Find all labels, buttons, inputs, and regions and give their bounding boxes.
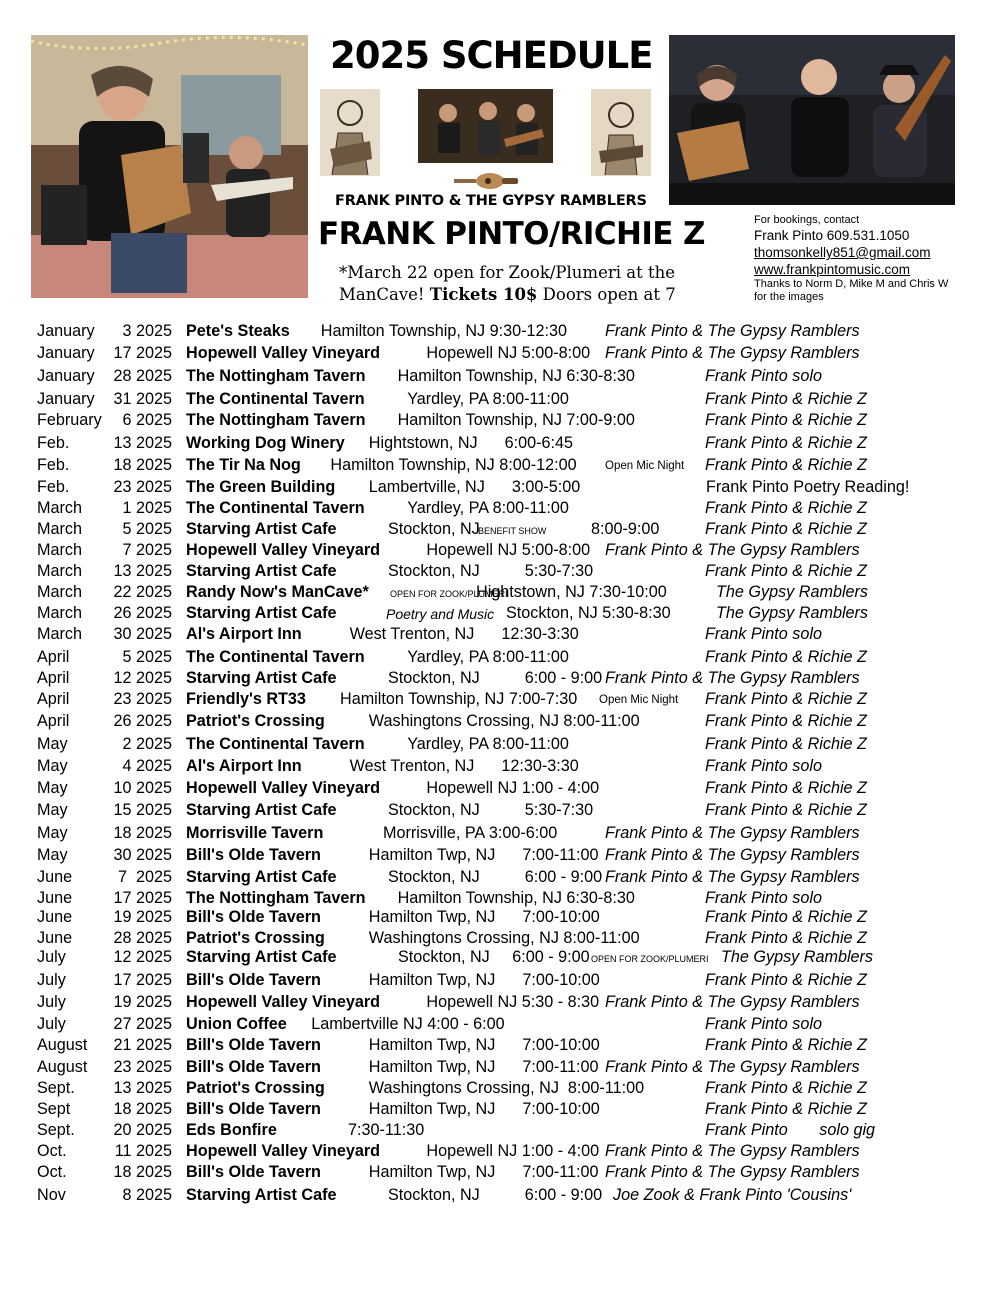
schedule-row: [0, 1142, 997, 1162]
event-location: Washingtons Crossing, NJ 8:00-11:00: [368, 1079, 645, 1097]
event-venue: The Continental Tavern: [186, 648, 365, 666]
event-venue: Starving Artist Cafe: [186, 669, 337, 687]
schedule-row: [0, 322, 997, 342]
event-month: May: [37, 801, 68, 819]
event-day: 23 2025: [113, 478, 172, 496]
event-act: Frank Pinto & Richie Z: [705, 1079, 867, 1097]
page-title: 2025 SCHEDULE: [330, 34, 653, 77]
event-venue: The Nottingham Tavern: [186, 411, 366, 429]
event-location: Hamilton Twp, NJ 7:00-10:00: [368, 908, 600, 926]
event-month: January: [37, 367, 95, 385]
event-day: 23 2025: [113, 690, 172, 708]
event-location: Stockton, NJ 6:00 - 9:00: [398, 948, 590, 966]
event-day: 18 2025: [113, 456, 172, 474]
event-location: Yardley, PA 8:00-11:00: [407, 390, 569, 408]
event-act: Frank Pinto & Richie Z: [705, 456, 867, 474]
event-venue: Bill's Olde Tavern: [186, 1036, 321, 1054]
event-venue: The Nottingham Tavern: [186, 367, 366, 385]
schedule-row: [0, 499, 997, 519]
event-note: OPEN FOR ZOOK/PLUMERI: [591, 954, 709, 964]
event-location: Hightstown, NJ 7:30-10:00: [476, 583, 667, 601]
event-location: Yardley, PA 8:00-11:00: [407, 648, 569, 666]
schedule-row: [0, 712, 997, 732]
contact-thanks: Thanks to Norm D, Mike M and Chris W for the images: [754, 278, 949, 303]
event-venue: Randy Now's ManCave*: [186, 583, 369, 601]
event-month: June: [37, 889, 73, 907]
event-day: 28 2025: [113, 367, 172, 385]
event-location: Hopewell NJ 5:00-8:00: [426, 344, 591, 362]
schedule-row: [0, 669, 997, 689]
event-venue: Hopewell Valley Vineyard: [186, 541, 381, 559]
event-venue: Hopewell Valley Vineyard: [186, 779, 381, 797]
event-venue: Al's Airport Inn: [186, 757, 302, 775]
event-act: Frank Pinto & The Gypsy Ramblers: [605, 993, 860, 1011]
schedule-row: [0, 1036, 997, 1056]
event-act: Frank Pinto & Richie Z: [705, 690, 867, 708]
event-venue: Bill's Olde Tavern: [186, 971, 321, 989]
event-month: August: [37, 1036, 88, 1054]
event-act: Frank Pinto Poetry Reading!: [706, 478, 910, 496]
event-month: May: [37, 735, 68, 753]
event-act: Frank Pinto & Richie Z: [705, 801, 867, 819]
event-day: 26 2025: [113, 712, 172, 730]
event-day: 30 2025: [113, 625, 172, 643]
event-day: 19 2025: [113, 993, 172, 1011]
event-month: July: [37, 948, 66, 966]
event-location: Stockton, NJ 6:00 - 9:00: [388, 669, 603, 687]
event-month: Feb.: [37, 478, 70, 496]
event-location: Stockton, NJ 5:30-8:30: [506, 604, 671, 622]
schedule-row: [0, 690, 997, 710]
event-act: Frank Pinto solo: [705, 367, 822, 385]
event-day: 17 2025: [113, 889, 172, 907]
schedule-row: [0, 1079, 997, 1099]
event-time: 8:00-9:00: [591, 520, 660, 538]
event-day: 6 2025: [122, 411, 172, 429]
event-location: Hopewell NJ 5:30 - 8:30: [426, 993, 600, 1011]
event-day: 1 2025: [122, 499, 172, 517]
event-day: 26 2025: [113, 604, 172, 622]
event-venue: Starving Artist Cafe: [186, 868, 337, 886]
event-act: Frank Pinto & Richie Z: [705, 908, 867, 926]
event-location: Hamilton Township, NJ 9:30-12:30: [320, 322, 568, 340]
event-day: 28 2025: [113, 929, 172, 947]
event-venue: Patriot's Crossing: [186, 929, 325, 947]
event-act: Frank Pinto & Richie Z: [705, 520, 867, 538]
event-act: Frank Pinto & The Gypsy Ramblers: [605, 824, 860, 842]
schedule-row: [0, 868, 997, 888]
event-venue: Working Dog Winery: [186, 434, 345, 452]
event-act: Frank Pinto solo gig: [705, 1121, 876, 1139]
event-day: 8 2025: [122, 1186, 172, 1204]
event-location: Lambertville NJ 4:00 - 6:00: [311, 1015, 505, 1033]
event-day: 5 2025: [122, 520, 172, 538]
schedule-row: [0, 889, 997, 909]
event-venue: The Continental Tavern: [186, 390, 365, 408]
event-location: Hightstown, NJ 6:00-6:45: [368, 434, 574, 452]
event-act: Frank Pinto & The Gypsy Ramblers: [605, 1058, 860, 1076]
event-month: July: [37, 1015, 66, 1033]
event-day: 17 2025: [113, 344, 172, 362]
event-act: Frank Pinto & Richie Z: [705, 929, 867, 947]
event-day: 13 2025: [113, 1079, 172, 1097]
schedule-row: [0, 1100, 997, 1120]
event-act: Joe Zook & Frank Pinto 'Cousins': [613, 1186, 852, 1204]
event-location: Hamilton Twp, NJ 7:00-11:00: [368, 1163, 599, 1181]
event-venue: Starving Artist Cafe: [186, 948, 337, 966]
event-note: Poetry and Music: [386, 606, 495, 622]
schedule-row: [0, 993, 997, 1013]
event-act: Frank Pinto & Richie Z: [705, 411, 867, 429]
schedule-row: [0, 1121, 997, 1141]
event-act: Frank Pinto & The Gypsy Ramblers: [605, 322, 860, 340]
event-location: West Trenton, NJ 12:30-3:30: [349, 757, 579, 775]
event-month: May: [37, 757, 68, 775]
schedule-row: [0, 456, 997, 476]
event-location: Washingtons Crossing, NJ 8:00-11:00: [368, 712, 640, 730]
event-venue: Bill's Olde Tavern: [186, 1163, 321, 1181]
event-act: Frank Pinto & Richie Z: [705, 1100, 867, 1118]
event-venue: Patriot's Crossing: [186, 712, 325, 730]
event-location: Washingtons Crossing, NJ 8:00-11:00: [368, 929, 640, 947]
event-act: Frank Pinto & Richie Z: [705, 779, 867, 797]
schedule-row: [0, 779, 997, 799]
event-location: Hamilton Twp, NJ 7:00-10:00: [368, 971, 600, 989]
event-month: January: [37, 344, 95, 362]
event-month: March: [37, 562, 82, 580]
event-location: Yardley, PA 8:00-11:00: [407, 735, 569, 753]
event-day: 22 2025: [113, 583, 172, 601]
schedule-row: [0, 824, 997, 844]
event-location: Hopewell NJ 1:00 - 4:00: [426, 779, 600, 797]
event-act: Frank Pinto & The Gypsy Ramblers: [605, 669, 860, 687]
event-act: Frank Pinto & The Gypsy Ramblers: [605, 344, 860, 362]
schedule-row: [0, 1015, 997, 1035]
event-venue: The Tir Na Nog: [186, 456, 301, 474]
event-location: Stockton, NJ 5:30-7:30: [388, 801, 594, 819]
event-month: Oct.: [37, 1142, 67, 1160]
event-month: May: [37, 824, 68, 842]
event-day: 4 2025: [122, 757, 172, 775]
event-day: 10 2025: [113, 779, 172, 797]
event-act: Frank Pinto solo: [705, 889, 822, 907]
event-venue: Bill's Olde Tavern: [186, 846, 321, 864]
schedule-row: [0, 757, 997, 777]
event-venue: Patriot's Crossing: [186, 1079, 325, 1097]
schedule-row: [0, 846, 997, 866]
schedule-row: [0, 344, 997, 364]
event-month: March: [37, 520, 82, 538]
contact-label: For bookings, contact: [754, 214, 860, 226]
schedule-row: [0, 434, 997, 454]
event-venue: Friendly's RT33: [186, 690, 306, 708]
schedule-row: [0, 367, 997, 387]
event-day: 21 2025: [113, 1036, 172, 1054]
event-location: Yardley, PA 8:00-11:00: [407, 499, 569, 517]
event-act: Frank Pinto & The Gypsy Ramblers: [605, 1142, 860, 1160]
event-venue: Starving Artist Cafe: [186, 520, 337, 538]
event-location: Hopewell NJ 1:00 - 4:00: [426, 1142, 600, 1160]
event-day: 13 2025: [113, 434, 172, 452]
event-location: Hamilton Township, NJ 7:00-7:30: [340, 690, 578, 708]
event-location: Hamilton Twp, NJ 7:00-10:00: [368, 1036, 600, 1054]
contact-website-link[interactable]: www.frankpintomusic.com: [754, 262, 911, 277]
event-venue: Starving Artist Cafe: [186, 604, 337, 622]
schedule-row: [0, 1163, 997, 1183]
event-day: 12 2025: [113, 669, 172, 687]
event-act: The Gypsy Ramblers: [721, 948, 874, 966]
schedule-row: [0, 801, 997, 821]
schedule-row: [0, 929, 997, 949]
event-venue: Hopewell Valley Vineyard: [186, 344, 381, 362]
event-act: Frank Pinto & Richie Z: [705, 390, 867, 408]
note-text: *March 22 open for Zook/Plumeri at the ManCave!: [339, 263, 675, 304]
event-month: April: [37, 648, 70, 666]
contact-email-link[interactable]: thomsonkelly851@gmail.com: [754, 245, 931, 260]
event-day: 31 2025: [113, 390, 172, 408]
event-act: Frank Pinto & Richie Z: [705, 499, 867, 517]
schedule-row: [0, 390, 997, 410]
event-venue: Bill's Olde Tavern: [186, 908, 321, 926]
event-month: August: [37, 1058, 88, 1076]
event-month: March: [37, 625, 82, 643]
note-doors: Doors open at 7: [542, 285, 676, 304]
event-location: 7:30-11:30: [348, 1121, 425, 1139]
event-location: Stockton, NJ: [388, 520, 480, 538]
event-month: Feb.: [37, 456, 70, 474]
event-month: March: [37, 541, 82, 559]
event-month: May: [37, 779, 68, 797]
event-month: January: [37, 322, 95, 340]
schedule-row: [0, 648, 997, 668]
schedule-row: [0, 541, 997, 561]
event-month: March: [37, 583, 82, 601]
event-month: Sept: [37, 1100, 71, 1118]
event-month: January: [37, 390, 95, 408]
event-month: Nov: [37, 1186, 66, 1204]
event-location: West Trenton, NJ 12:30-3:30: [349, 625, 579, 643]
event-month: March: [37, 499, 82, 517]
event-act: Frank Pinto solo: [705, 1015, 822, 1033]
event-location: Lambertville, NJ 3:00-5:00: [368, 478, 581, 496]
note-tickets: Tickets 10$: [429, 285, 538, 304]
schedule-row: [0, 971, 997, 991]
band-name: FRANK PINTO & THE GYPSY RAMBLERS: [335, 193, 647, 209]
event-month: July: [37, 993, 66, 1011]
event-venue: Union Coffee: [186, 1015, 287, 1033]
event-venue: The Continental Tavern: [186, 735, 365, 753]
schedule-row: [0, 735, 997, 755]
event-location: Hamilton Township, NJ 7:00-9:00: [397, 411, 635, 429]
event-location: Hamilton Twp, NJ 7:00-11:00: [368, 846, 599, 864]
event-month: April: [37, 712, 70, 730]
schedule-row: [0, 948, 997, 968]
event-month: Sept.: [37, 1079, 75, 1097]
event-month: June: [37, 868, 73, 886]
event-location: Stockton, NJ 5:30-7:30: [388, 562, 594, 580]
event-venue: The Green Building: [186, 478, 336, 496]
event-venue: The Continental Tavern: [186, 499, 365, 517]
event-day: 18 2025: [113, 824, 172, 842]
event-day: 2 2025: [122, 735, 172, 753]
event-day: 20 2025: [113, 1121, 172, 1139]
event-month: Sept.: [37, 1121, 75, 1139]
event-month: March: [37, 604, 82, 622]
event-venue: Bill's Olde Tavern: [186, 1100, 321, 1118]
event-act: Frank Pinto & The Gypsy Ramblers: [605, 1163, 860, 1181]
event-month: July: [37, 971, 66, 989]
event-day: 27 2025: [113, 1015, 172, 1033]
event-month: May: [37, 846, 68, 864]
event-location: Stockton, NJ 6:00 - 9:00: [388, 868, 603, 886]
event-location: Hamilton Township, NJ 8:00-12:00: [330, 456, 577, 474]
event-location: Hamilton Township, NJ 6:30-8:30: [397, 367, 635, 385]
event-act: Frank Pinto & The Gypsy Ramblers: [605, 846, 860, 864]
event-note: OPEN FOR ZOOK/PLUMERI: [390, 589, 508, 599]
event-act: Frank Pinto & Richie Z: [705, 434, 867, 452]
event-venue: Bill's Olde Tavern: [186, 1058, 321, 1076]
event-day: 5 2025: [122, 648, 172, 666]
event-act: Frank Pinto & The Gypsy Ramblers: [605, 868, 860, 886]
event-location: Morrisville, PA 3:00-6:00: [383, 824, 558, 842]
event-act: Frank Pinto solo: [705, 757, 822, 775]
event-act: Frank Pinto & Richie Z: [705, 735, 867, 753]
event-location: Hamilton Township, NJ 6:30-8:30: [397, 889, 635, 907]
event-act: The Gypsy Ramblers: [716, 583, 869, 601]
event-act: The Gypsy Ramblers: [716, 604, 869, 622]
schedule-row: [0, 583, 997, 603]
event-location: Hamilton Twp, NJ 7:00-11:00: [368, 1058, 599, 1076]
event-month: April: [37, 669, 70, 687]
event-venue: Pete's Steaks: [186, 322, 290, 340]
event-venue: Hopewell Valley Vineyard: [186, 1142, 381, 1160]
event-venue: The Nottingham Tavern: [186, 889, 366, 907]
event-location: Stockton, NJ 6:00 - 9:00: [388, 1186, 603, 1204]
event-act: Frank Pinto & Richie Z: [705, 1036, 867, 1054]
event-month: April: [37, 690, 70, 708]
event-month: June: [37, 908, 73, 926]
event-venue: Eds Bonfire: [186, 1121, 277, 1139]
event-venue: Hopewell Valley Vineyard: [186, 993, 381, 1011]
event-note: BENEFIT SHOW: [478, 526, 547, 536]
event-location: Hopewell NJ 5:00-8:00: [426, 541, 591, 559]
schedule-row: [0, 1186, 997, 1206]
event-day: 23 2025: [113, 1058, 172, 1076]
schedule-row: [0, 478, 997, 498]
event-month: Feb.: [37, 434, 70, 452]
event-act: Frank Pinto & Richie Z: [705, 562, 867, 580]
event-day: 18 2025: [113, 1163, 172, 1181]
event-day: 12 2025: [113, 948, 172, 966]
event-venue: Starving Artist Cafe: [186, 801, 337, 819]
schedule-row: [0, 908, 997, 928]
schedule-row: [0, 562, 997, 582]
event-location: Hamilton Twp, NJ 7:00-10:00: [368, 1100, 600, 1118]
contact-name-phone: Frank Pinto 609.531.1050: [754, 228, 910, 243]
duo-name: FRANK PINTO/RICHIE Z: [318, 216, 705, 252]
schedule-row: [0, 625, 997, 645]
event-act: Frank Pinto & Richie Z: [705, 712, 867, 730]
event-day: 30 2025: [113, 846, 172, 864]
event-month: June: [37, 929, 73, 947]
event-day: 15 2025: [113, 801, 172, 819]
event-month: Oct.: [37, 1163, 67, 1181]
event-venue: Morrisville Tavern: [186, 824, 324, 842]
event-act: Frank Pinto & Richie Z: [705, 971, 867, 989]
event-day: 13 2025: [113, 562, 172, 580]
event-venue: Starving Artist Cafe: [186, 1186, 337, 1204]
schedule-row: [0, 411, 997, 431]
event-month: February: [37, 411, 102, 429]
schedule-row: [0, 604, 997, 624]
event-day: 7 2025: [117, 868, 172, 886]
event-day: 11 2025: [114, 1142, 172, 1160]
event-act: Frank Pinto & The Gypsy Ramblers: [605, 541, 860, 559]
event-venue: Al's Airport Inn: [186, 625, 302, 643]
schedule-row: [0, 520, 997, 540]
event-day: 19 2025: [113, 908, 172, 926]
event-venue: Starving Artist Cafe: [186, 562, 337, 580]
event-day: 3 2025: [122, 322, 172, 340]
event-day: 7 2025: [122, 541, 172, 559]
event-act: Frank Pinto & Richie Z: [705, 648, 867, 666]
event-act: Frank Pinto solo: [705, 625, 822, 643]
event-note: Open Mic Night: [599, 694, 679, 706]
schedule-row: [0, 1058, 997, 1078]
event-day: 18 2025: [113, 1100, 172, 1118]
event-day: 17 2025: [113, 971, 172, 989]
event-note: Open Mic Night: [605, 460, 685, 472]
